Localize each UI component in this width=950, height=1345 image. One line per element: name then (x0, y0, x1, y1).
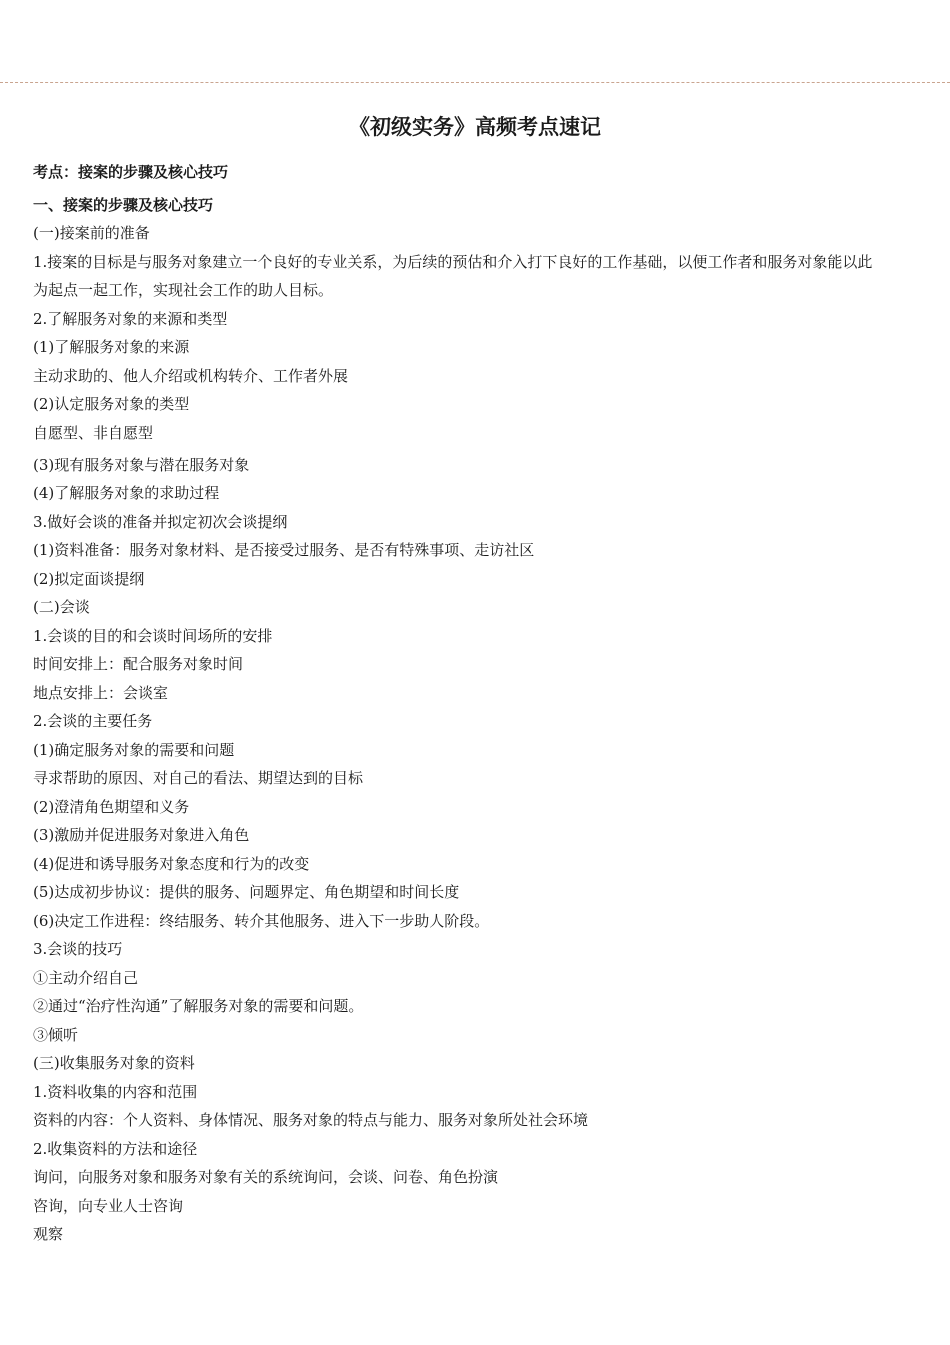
list-item: 2.会谈的主要任务 (33, 712, 153, 730)
header-dashed-rule (0, 82, 950, 83)
list-item: 时间安排上：配合服务对象时间 (33, 655, 244, 673)
list-item: 2.了解服务对象的来源和类型 (33, 310, 228, 328)
list-item: 2.收集资料的方法和途径 (33, 1140, 198, 1158)
list-item: (1)了解服务对象的来源 (33, 338, 190, 356)
list-item: (2)认定服务对象的类型 (33, 395, 190, 413)
list-item: (3)现有服务对象与潜在服务对象 (33, 456, 250, 474)
list-item: 咨询，向专业人士咨询 (33, 1197, 184, 1215)
paragraph-line: 为起点一起工作，实现社会工作的助人目标。 (33, 281, 334, 299)
subsection-heading: (三)收集服务对象的资料 (33, 1054, 195, 1072)
list-item: 3.会谈的技巧 (33, 940, 123, 958)
list-item: (2)拟定面谈提纲 (33, 570, 145, 588)
paragraph-line: 1.接案的目标是与服务对象建立一个良好的专业关系，为后续的预估和介入打下良好的工作基础，以便工作者和服务对象能以此 (33, 253, 873, 271)
list-item: ③倾听 (33, 1026, 79, 1044)
list-item: 观察 (33, 1225, 64, 1243)
list-item: 1.资料收集的内容和范围 (33, 1083, 198, 1101)
list-item: 寻求帮助的原因、对自己的看法、期望达到的目标 (33, 769, 364, 787)
list-item: 地点安排上：会谈室 (33, 684, 169, 702)
list-item: 询问，向服务对象和服务对象有关的系统询问，会谈、问卷、角色扮演 (33, 1168, 499, 1186)
list-item: (2)澄清角色期望和义务 (33, 798, 190, 816)
list-item: (3)激励并促进服务对象进入角色 (33, 826, 250, 844)
subsection-heading: (一)接案前的准备 (33, 224, 150, 242)
list-item: 3.做好会谈的准备并拟定初次会谈提纲 (33, 513, 288, 531)
kaodian-heading: 考点：接案的步骤及核心技巧 (33, 163, 229, 181)
list-item: (5)达成初步协议：提供的服务、问题界定、角色期望和时间长度 (33, 883, 460, 901)
list-item: ②通过“治疗性沟通”了解服务对象的需要和问题。 (33, 997, 364, 1015)
list-item: (6)决定工作进程：终结服务、转介其他服务、进入下一步助人阶段。 (33, 912, 490, 930)
subsection-heading: (二)会谈 (33, 598, 90, 616)
list-item: 资料的内容：个人资料、身体情况、服务对象的特点与能力、服务对象所处社会环境 (33, 1111, 589, 1129)
list-item: (1)资料准备：服务对象材料、是否接受过服务、是否有特殊事项、走访社区 (33, 541, 535, 559)
list-item: 主动求助的、他人介绍或机构转介、工作者外展 (33, 367, 349, 385)
list-item: ①主动介绍自己 (33, 969, 139, 987)
document-title: 《初级实务》高频考点速记 (349, 114, 601, 139)
list-item: 1.会谈的目的和会谈时间场所的安排 (33, 627, 273, 645)
list-item: (1)确定服务对象的需要和问题 (33, 741, 235, 759)
list-item: 自愿型、非自愿型 (33, 424, 154, 442)
list-item: (4)了解服务对象的求助过程 (33, 484, 220, 502)
section-heading-1: 一、接案的步骤及核心技巧 (33, 196, 214, 214)
list-item: (4)促进和诱导服务对象态度和行为的改变 (33, 855, 310, 873)
